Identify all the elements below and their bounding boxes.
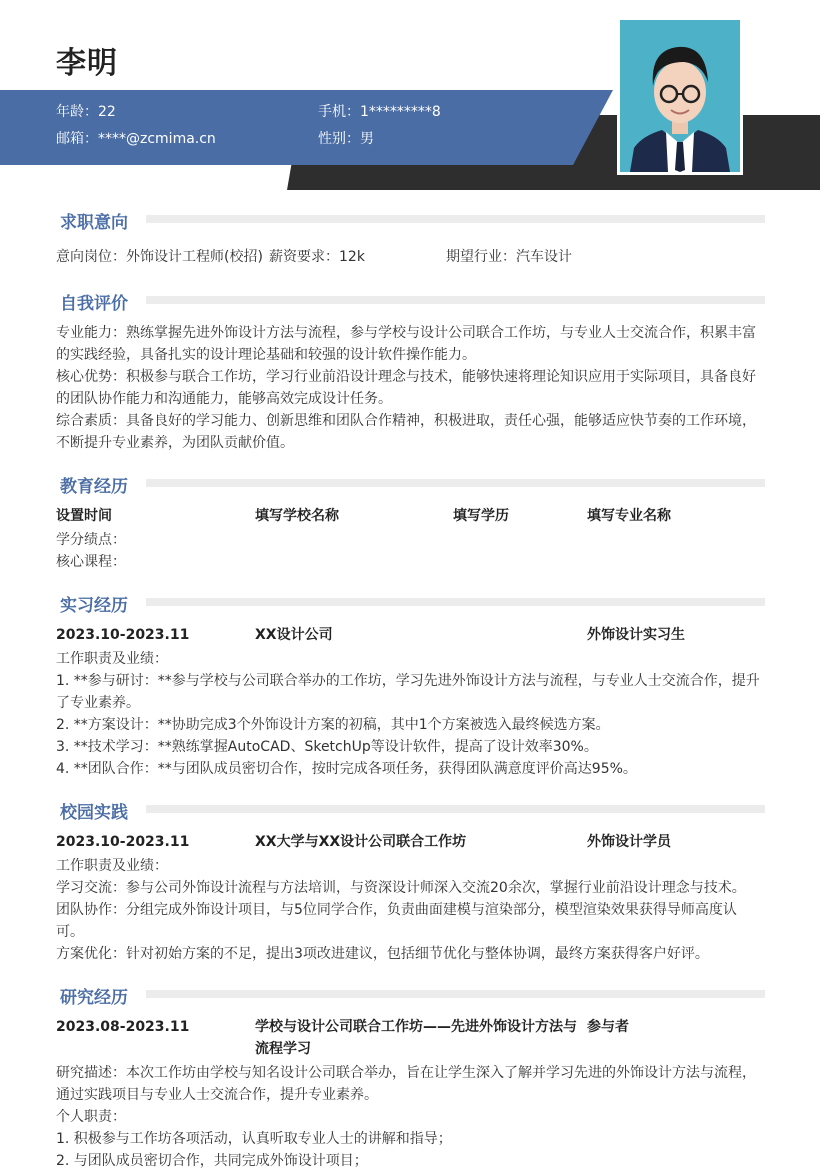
section-internship [60, 591, 765, 615]
research-line: 2. 与团队成员密切合作，共同完成外饰设计项目； [56, 1153, 368, 1169]
internship-line: 1. **参与研讨：**参与学校与公司联合举办的工作坊，学习先进外饰设计方法与流程，与专业人士交流合作，提升 [56, 673, 760, 689]
section-divider [146, 215, 765, 223]
internship-line: 3. **技术学习：**熟练掌握AutoCAD、SketchUp等设计软件，提高了设计效率30%。 [56, 739, 598, 755]
section-divider [146, 990, 765, 998]
email-field: 邮箱：****@zcmima.cn [56, 131, 216, 147]
intent-salary: 薪资要求：12k [269, 249, 365, 265]
section-divider [146, 479, 765, 487]
internship-line: 工作职责及业绩： [56, 651, 168, 667]
research-role: 参与者 [587, 1019, 629, 1035]
internship-company: XX设计公司 [255, 627, 333, 643]
profile-photo [617, 17, 743, 175]
self-line: 综合素质：具备良好的学习能力、创新思维和团队合作精神，积极进取，责任心强，能够适应快节奏的工作环境， [56, 413, 756, 429]
research-line: 个人职责： [56, 1109, 126, 1125]
education-major: 填写专业名称 [587, 508, 671, 524]
self-line: 的实践经验，具备扎实的设计理论基础和较强的设计软件操作能力。 [56, 347, 476, 363]
intent-position: 意向岗位：外饰设计工程师(校招) [56, 249, 263, 265]
education-gpa: 学分绩点： [56, 532, 126, 548]
section-divider [146, 296, 765, 304]
internship-role: 外饰设计实习生 [587, 627, 685, 643]
education-courses: 核心课程： [56, 554, 126, 570]
self-line: 不断提升专业素养，为团队贡献价值。 [56, 435, 294, 451]
section-title: 实习经历 [60, 596, 128, 616]
section-campus [60, 798, 765, 822]
internship-line: 2. **方案设计：**协助完成3个外饰设计方案的初稿，其中1个方案被选入最终候选方案。 [56, 717, 610, 733]
research-line: 研究描述：本次工作坊由学校与知名设计公司联合举办，旨在让学生深入了解并学习先进的外饰设计方法与流程， [56, 1065, 756, 1081]
research-project-line1: 学校与设计公司联合工作坊——先进外饰设计方法与 [255, 1019, 577, 1035]
internship-time: 2023.10-2023.11 [56, 627, 190, 643]
section-divider [146, 805, 765, 813]
education-time: 设置时间 [56, 508, 112, 524]
section-title: 教育经历 [60, 477, 128, 497]
campus-line: 可。 [56, 924, 84, 940]
section-intent [60, 208, 765, 232]
intent-industry: 期望行业：汽车设计 [446, 249, 572, 265]
campus-line: 工作职责及业绩： [56, 858, 168, 874]
campus-time: 2023.10-2023.11 [56, 834, 190, 850]
research-project-line2: 流程学习 [255, 1041, 311, 1057]
campus-line: 方案优化：针对初始方案的不足，提出3项改进建议，包括细节优化与整体协调，最终方案获得客户好评。 [56, 946, 709, 962]
section-title: 校园实践 [60, 803, 128, 823]
section-education [60, 472, 765, 496]
education-degree: 填写学历 [453, 508, 509, 524]
education-school: 填写学校名称 [255, 508, 339, 524]
section-self-evaluation [60, 289, 765, 313]
section-research [60, 983, 765, 1007]
internship-line: 了专业素养。 [56, 695, 140, 711]
portrait-illustration [620, 20, 740, 172]
self-line: 的团队协作能力和沟通能力，能够高效完成设计任务。 [56, 391, 392, 407]
self-line: 核心优势：积极参与联合工作坊，学习行业前沿设计理念与技术，能够快速将理论知识应用于实际项目，具备良好 [56, 369, 756, 385]
internship-line: 4. **团队合作：**与团队成员密切合作，按时完成各项任务，获得团队满意度评价高达95%。 [56, 761, 637, 777]
campus-role: 外饰设计学员 [587, 834, 671, 850]
campus-line: 团队协作：分组完成外饰设计项目，与5位同学合作，负责曲面建模与渲染部分，模型渲染效果获得导师高度认 [56, 902, 737, 918]
campus-org: XX大学与XX设计公司联合工作坊 [255, 834, 467, 850]
gender-field: 性别：男 [318, 131, 374, 147]
age-field: 年龄：22 [56, 104, 116, 120]
campus-line: 学习交流：参与公司外饰设计流程与方法培训，与资深设计师深入交流20余次，掌握行业前沿设计理念与技术。 [56, 880, 746, 896]
section-title: 研究经历 [60, 988, 128, 1008]
research-time: 2023.08-2023.11 [56, 1019, 190, 1035]
research-line: 1. 积极参与工作坊各项活动，认真听取专业人士的讲解和指导； [56, 1131, 452, 1147]
section-title: 自我评价 [60, 294, 128, 314]
research-line: 通过实践项目与专业人士交流合作，提升专业素养。 [56, 1087, 378, 1103]
self-line: 专业能力：熟练掌握先进外饰设计方法与流程，参与学校与设计公司联合工作坊，与专业人士交流合作，积累丰富 [56, 325, 756, 341]
section-title: 求职意向 [60, 213, 128, 233]
candidate-name: 李明 [56, 46, 118, 81]
phone-field: 手机：1*********8 [318, 104, 441, 120]
section-divider [146, 598, 765, 606]
